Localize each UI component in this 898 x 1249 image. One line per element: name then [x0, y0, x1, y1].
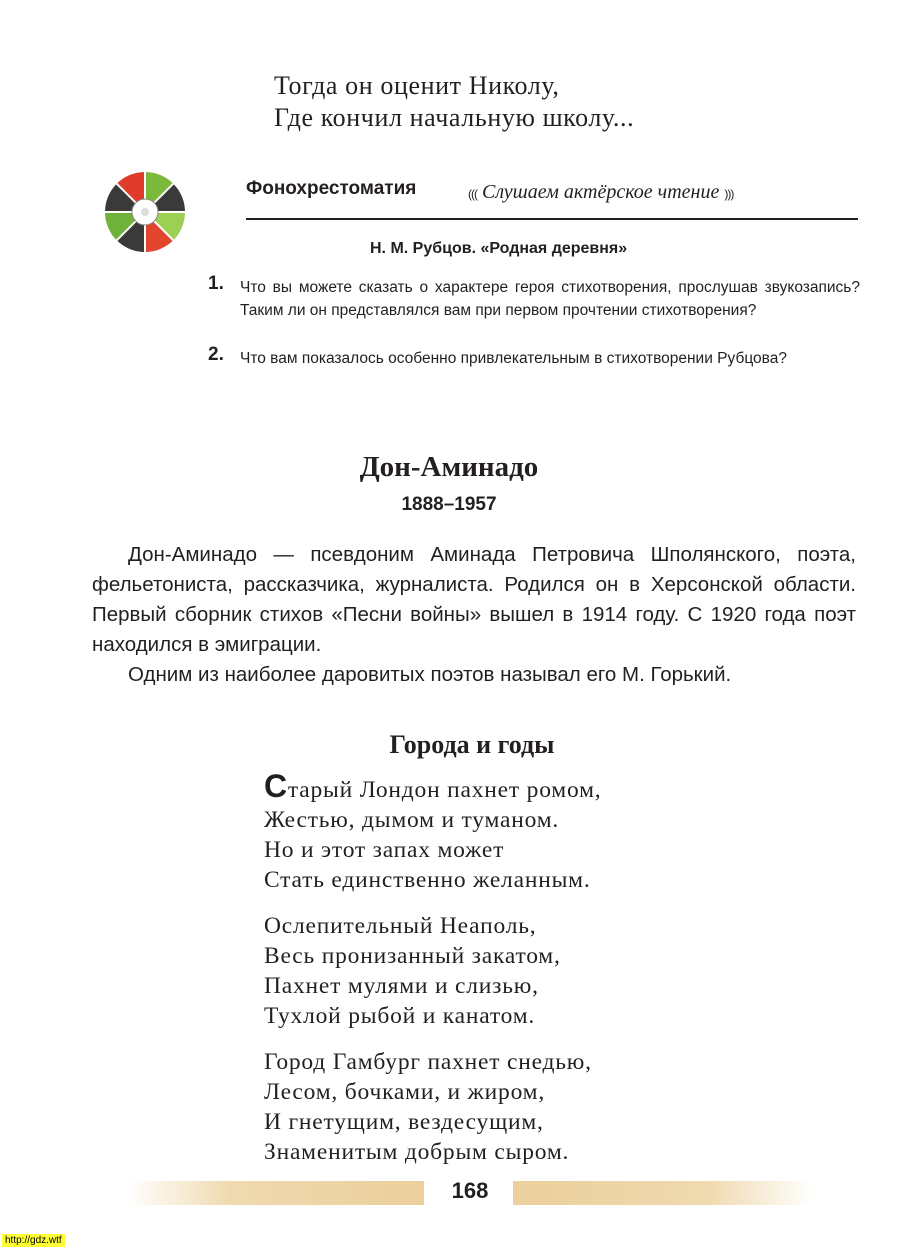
- question-text: Что вам показалось особенно привлекательным в стихотворении Рубцова?: [240, 350, 787, 367]
- listen-label-text: Слушаем актёрское чтение: [482, 181, 720, 203]
- drop-cap: С: [264, 768, 288, 804]
- phono-work-title: Н. М. Рубцов. «Родная деревня»: [370, 240, 628, 257]
- poem-line: Весь пронизанный закатом,: [264, 943, 561, 969]
- poem-top-line: Где кончил начальную школу...: [274, 103, 635, 132]
- poem-line: Тухлой рыбой и канатом.: [264, 1003, 536, 1029]
- author-bio: [92, 540, 856, 690]
- question-number: 1.: [208, 273, 224, 294]
- footer-bar-left: [128, 1181, 424, 1205]
- poem-line: Жестью, дымом и туманом.: [264, 807, 560, 833]
- poem-line: И гнетущим, вездесущим,: [264, 1109, 544, 1135]
- bio-paragraph: Одним из наиболее даровитых поэтов называл его М. Горький.: [128, 663, 732, 686]
- phono-title: Фонохрестоматия: [246, 178, 417, 199]
- poem-line: Стать единственно желанным.: [264, 867, 591, 893]
- question-text: Что вы можете сказать о характере героя стихотворения, прослушав звукозапись? Таким ли он представлялся вам при первом прочтении стихотворения?: [240, 279, 860, 319]
- footer-bar-right: [513, 1181, 813, 1205]
- sound-waves-icon: (((: [468, 187, 477, 201]
- poem-line: [264, 768, 602, 805]
- watermark[interactable]: http://gdz.wtf: [2, 1234, 65, 1247]
- question-number: 2.: [208, 344, 224, 365]
- poem-line: Пахнет мулями и слизью,: [264, 973, 539, 999]
- poem-title: Города и годы: [389, 730, 555, 759]
- audio-disc-icon: [103, 170, 187, 254]
- poem-line: Город Гамбург пахнет снедью,: [264, 1049, 592, 1075]
- poem-stanza: [264, 768, 602, 895]
- phono-header: [246, 178, 858, 220]
- author-name: Дон-Аминадо: [359, 451, 539, 483]
- poem-line: Ослепительный Неаполь,: [264, 913, 537, 939]
- poem-line: Знаменитым добрым сыром.: [264, 1139, 570, 1165]
- bio-paragraph: Дон-Аминадо — псевдоним Аминада Петровича Шполянского, поэта, фельетониста, рассказчика, журналиста. Родился он в Херсонской области. Первый сборник стихов «Песни войны» вышел в 1914 году. С 1920 года поэт находился в эмиграции.: [92, 543, 856, 656]
- page-number: 168: [451, 1178, 489, 1203]
- poem-line-text: тарый Лондон пахнет ромом,: [287, 777, 602, 803]
- poem-top-fragment: [274, 70, 634, 134]
- poem-stanza: [264, 911, 601, 1031]
- poem-line: Лесом, бочками, и жиром,: [264, 1079, 546, 1105]
- author-years: 1888–1957: [401, 494, 497, 515]
- poem-stanza: [264, 1047, 601, 1167]
- poem-top-line: Тогда он оценит Николу,: [274, 71, 560, 100]
- sound-waves-icon: ))): [724, 187, 734, 201]
- phono-listen-label: [468, 181, 733, 204]
- poem-line: Но и этот запах может: [264, 837, 505, 863]
- poem-body: [264, 768, 602, 1183]
